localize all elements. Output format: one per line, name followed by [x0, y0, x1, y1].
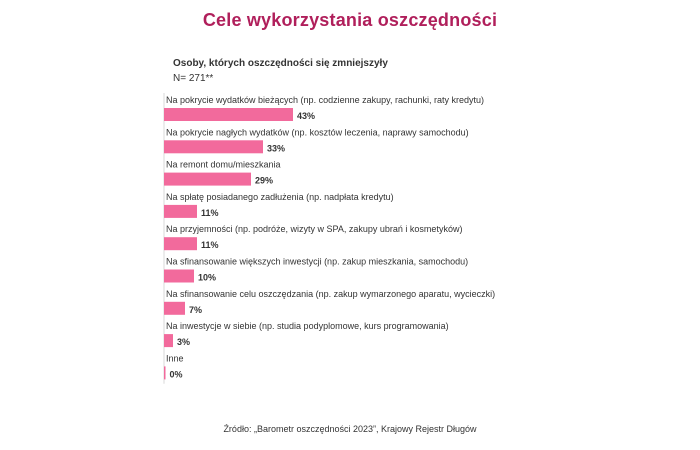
source-note: Źródło: „Barometr oszczędności 2023”, Krajowy Rejestr Długów: [223, 424, 477, 434]
value-label: 7%: [189, 304, 203, 315]
bar-na-pokrycie-nag-ych-wydatkow-np-kosztow-: [164, 140, 263, 153]
category-label: Na sfinansowanie większych inwestycji (np. zakup mieszkania, samochodu): [166, 256, 469, 267]
value-label: 11%: [201, 240, 219, 251]
value-label: 3%: [177, 337, 191, 348]
value-label: 11%: [201, 207, 219, 218]
category-label: Na spłatę posiadanego zadłużenia (np. nadpłata kredytu): [166, 191, 394, 202]
bar-na-sfinansowanie-wiekszych-inwestycji-np: [164, 270, 194, 283]
category-label: Inne: [166, 353, 184, 364]
bar-na-pokrycie-wydatkow-biezacych-np-codzie: [164, 108, 293, 121]
bar-na-inwestycje-w-siebie-np-studia-podyplo: [164, 334, 173, 347]
sample-size: N= 271**: [173, 73, 214, 84]
category-label: Na remont domu/mieszkania: [166, 159, 281, 170]
value-label: 29%: [255, 175, 274, 186]
chart-title: Cele wykorzystania oszczędności: [202, 10, 498, 30]
category-label: Na sfinansowanie celu oszczędzania (np. zakup wymarzonego aparatu, wycieczki): [166, 288, 496, 299]
bar-na-sfinansowanie-celu-oszczedzania-np-za: [164, 302, 185, 315]
value-label: 10%: [198, 272, 217, 283]
category-label: Na pokrycie wydatków bieżących (np. codzienne zakupy, rachunki, raty kredytu): [166, 95, 484, 105]
chart-subtitle: Osoby, których oszczędności się zmniejszyły: [173, 58, 388, 69]
value-label: 33%: [267, 143, 286, 154]
category-label: Na pokrycie nagłych wydatków (np. kosztów leczenia, naprawy samochodu): [166, 127, 469, 138]
bar-na-remont-domu-mieszkania: [164, 173, 251, 186]
value-label: 43%: [297, 111, 316, 121]
category-label: Na inwestycje w siebie (np. studia podyplomowe, kurs programowania): [166, 321, 449, 332]
bar-na-sp-ate-posiadanego-zad-uzenia-np-nadp: [164, 205, 197, 218]
bar-inne: [164, 366, 166, 379]
category-label: Na przyjemności (np. podróże, wizyty w SPA, zakupy ubrań i kosmetyków): [166, 224, 463, 235]
bar-na-przyjemnosci-np-podroze-wizyty-w-spa-: [164, 237, 197, 250]
value-label: 0%: [169, 369, 183, 380]
